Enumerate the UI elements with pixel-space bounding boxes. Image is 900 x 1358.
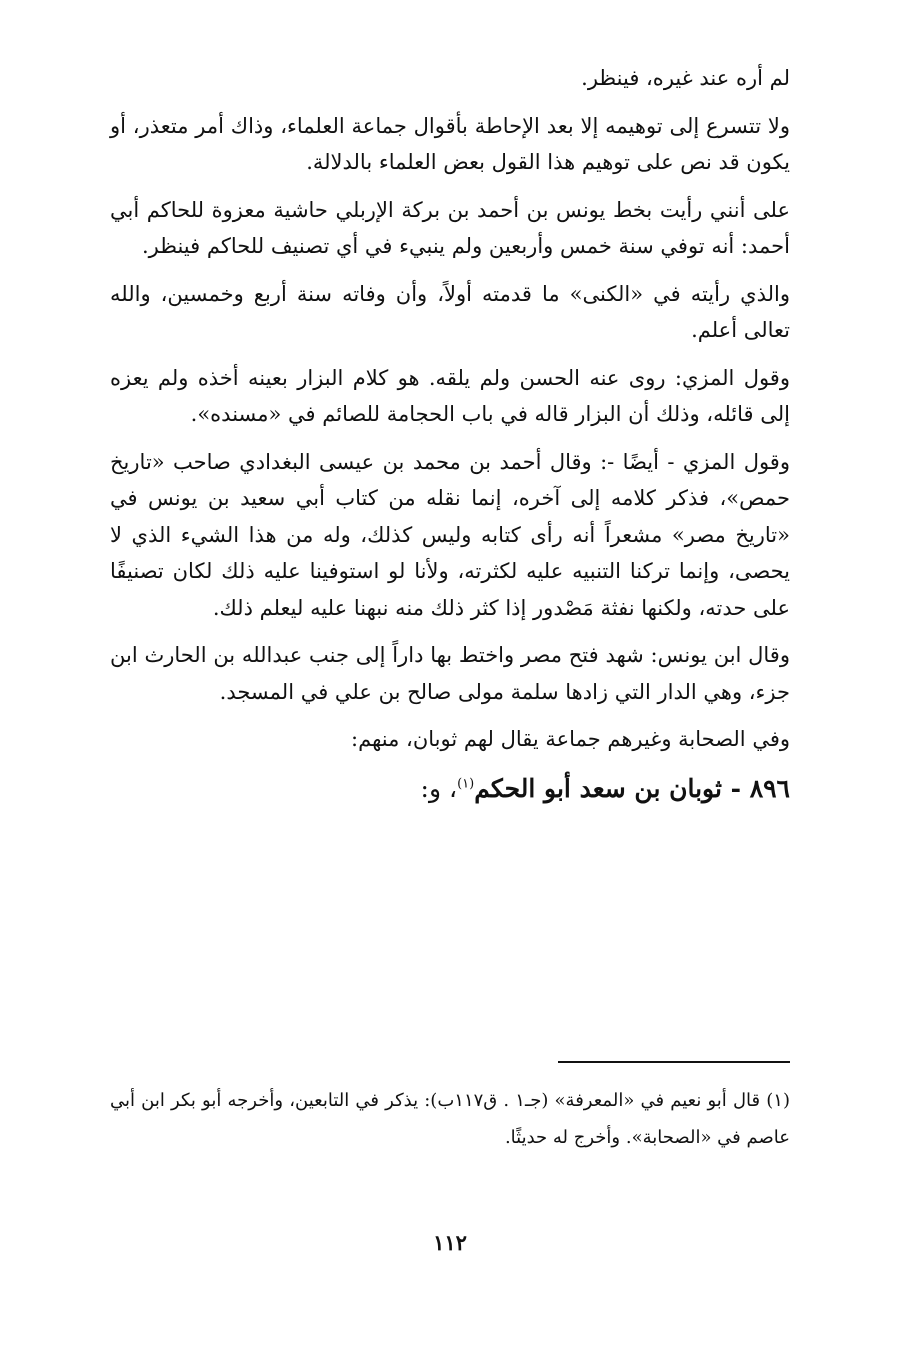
footnote-text: (١) قال أبو نعيم في «المعرفة» (جـ١ . ق١١٧ب): يذكر في التابعين، وأخرجه أبو بكر ابن أبي عاصم في «الصحابة». وأخرج له حديثًا. xyxy=(110,1090,790,1148)
page-body xyxy=(110,60,790,809)
paragraph-1: لم أره عند غيره، فينظر. xyxy=(581,66,790,90)
paragraph-8: وفي الصحابة وغيرهم جماعة يقال لهم ثوبان، منهم: xyxy=(351,727,790,751)
page-number: ١١٢ xyxy=(433,1230,467,1255)
footnote-divider xyxy=(558,1061,790,1063)
entry-line xyxy=(110,769,790,809)
paragraph-6: وقول المزي - أيضًا -: وقال أحمد بن محمد بن عيسى البغدادي صاحب «تاريخ حمص»، فذكر كلامه إلى آخره، إنما نقله من كتاب أبي سعيد بن يونس في «تاريخ مصر» مشعراً أنه رأى كتابه وليس كذلك، وله من هذا الشيء الذي لا يحصى، وإنما تركنا التنبيه عليه لكثرته، ولأنا لو استوفينا عليه ذلك لكان تصنيفًا على حدته، ولكنها نفثة مَصْدور إذا كثر ذلك منه نبهنا عليه ليعلم ذلك. xyxy=(110,449,790,620)
paragraph-7: وقال ابن يونس: شهد فتح مصر واختط بها داراً إلى جنب عبدالله بن الحارث ابن جزء، وهي الدار التي زادها سلمة مولى صالح بن علي في المسجد. xyxy=(110,643,790,704)
paragraph-3: على أنني رأيت بخط يونس بن أحمد بن بركة الإربلي حاشية معزوة للحاكم أبي أحمد: أنه توفي سنة خمس وأربعين ولم ينبيء في أي تصنيف للحاكم فينظر. xyxy=(110,197,790,258)
paragraph-4: والذي رأيته في «الكنى» ما قدمته أولاً، وأن وفاته سنة أربع وخمسين، والله تعالى أعلم. xyxy=(110,281,790,342)
entry-heading: ٨٩٦ - ثوبان بن سعد أبو الحكم xyxy=(474,773,790,803)
entry-tail: ، و: xyxy=(420,773,458,803)
footnote-marker: (١) xyxy=(457,776,475,792)
paragraph-2: ولا تتسرع إلى توهيمه إلا بعد الإحاطة بأقوال جماعة العلماء، وذاك أمر متعذر، أو يكون قد نص على توهيم هذا القول بعض العلماء بالدلالة. xyxy=(110,113,790,174)
paragraph-5: وقول المزي: روى عنه الحسن ولم يلقه. هو كلام البزار بعينه أخذه ولم يعزه إلى قائله، وذلك أن البزار قاله في باب الحجامة للصائم في «مسنده». xyxy=(110,365,790,426)
